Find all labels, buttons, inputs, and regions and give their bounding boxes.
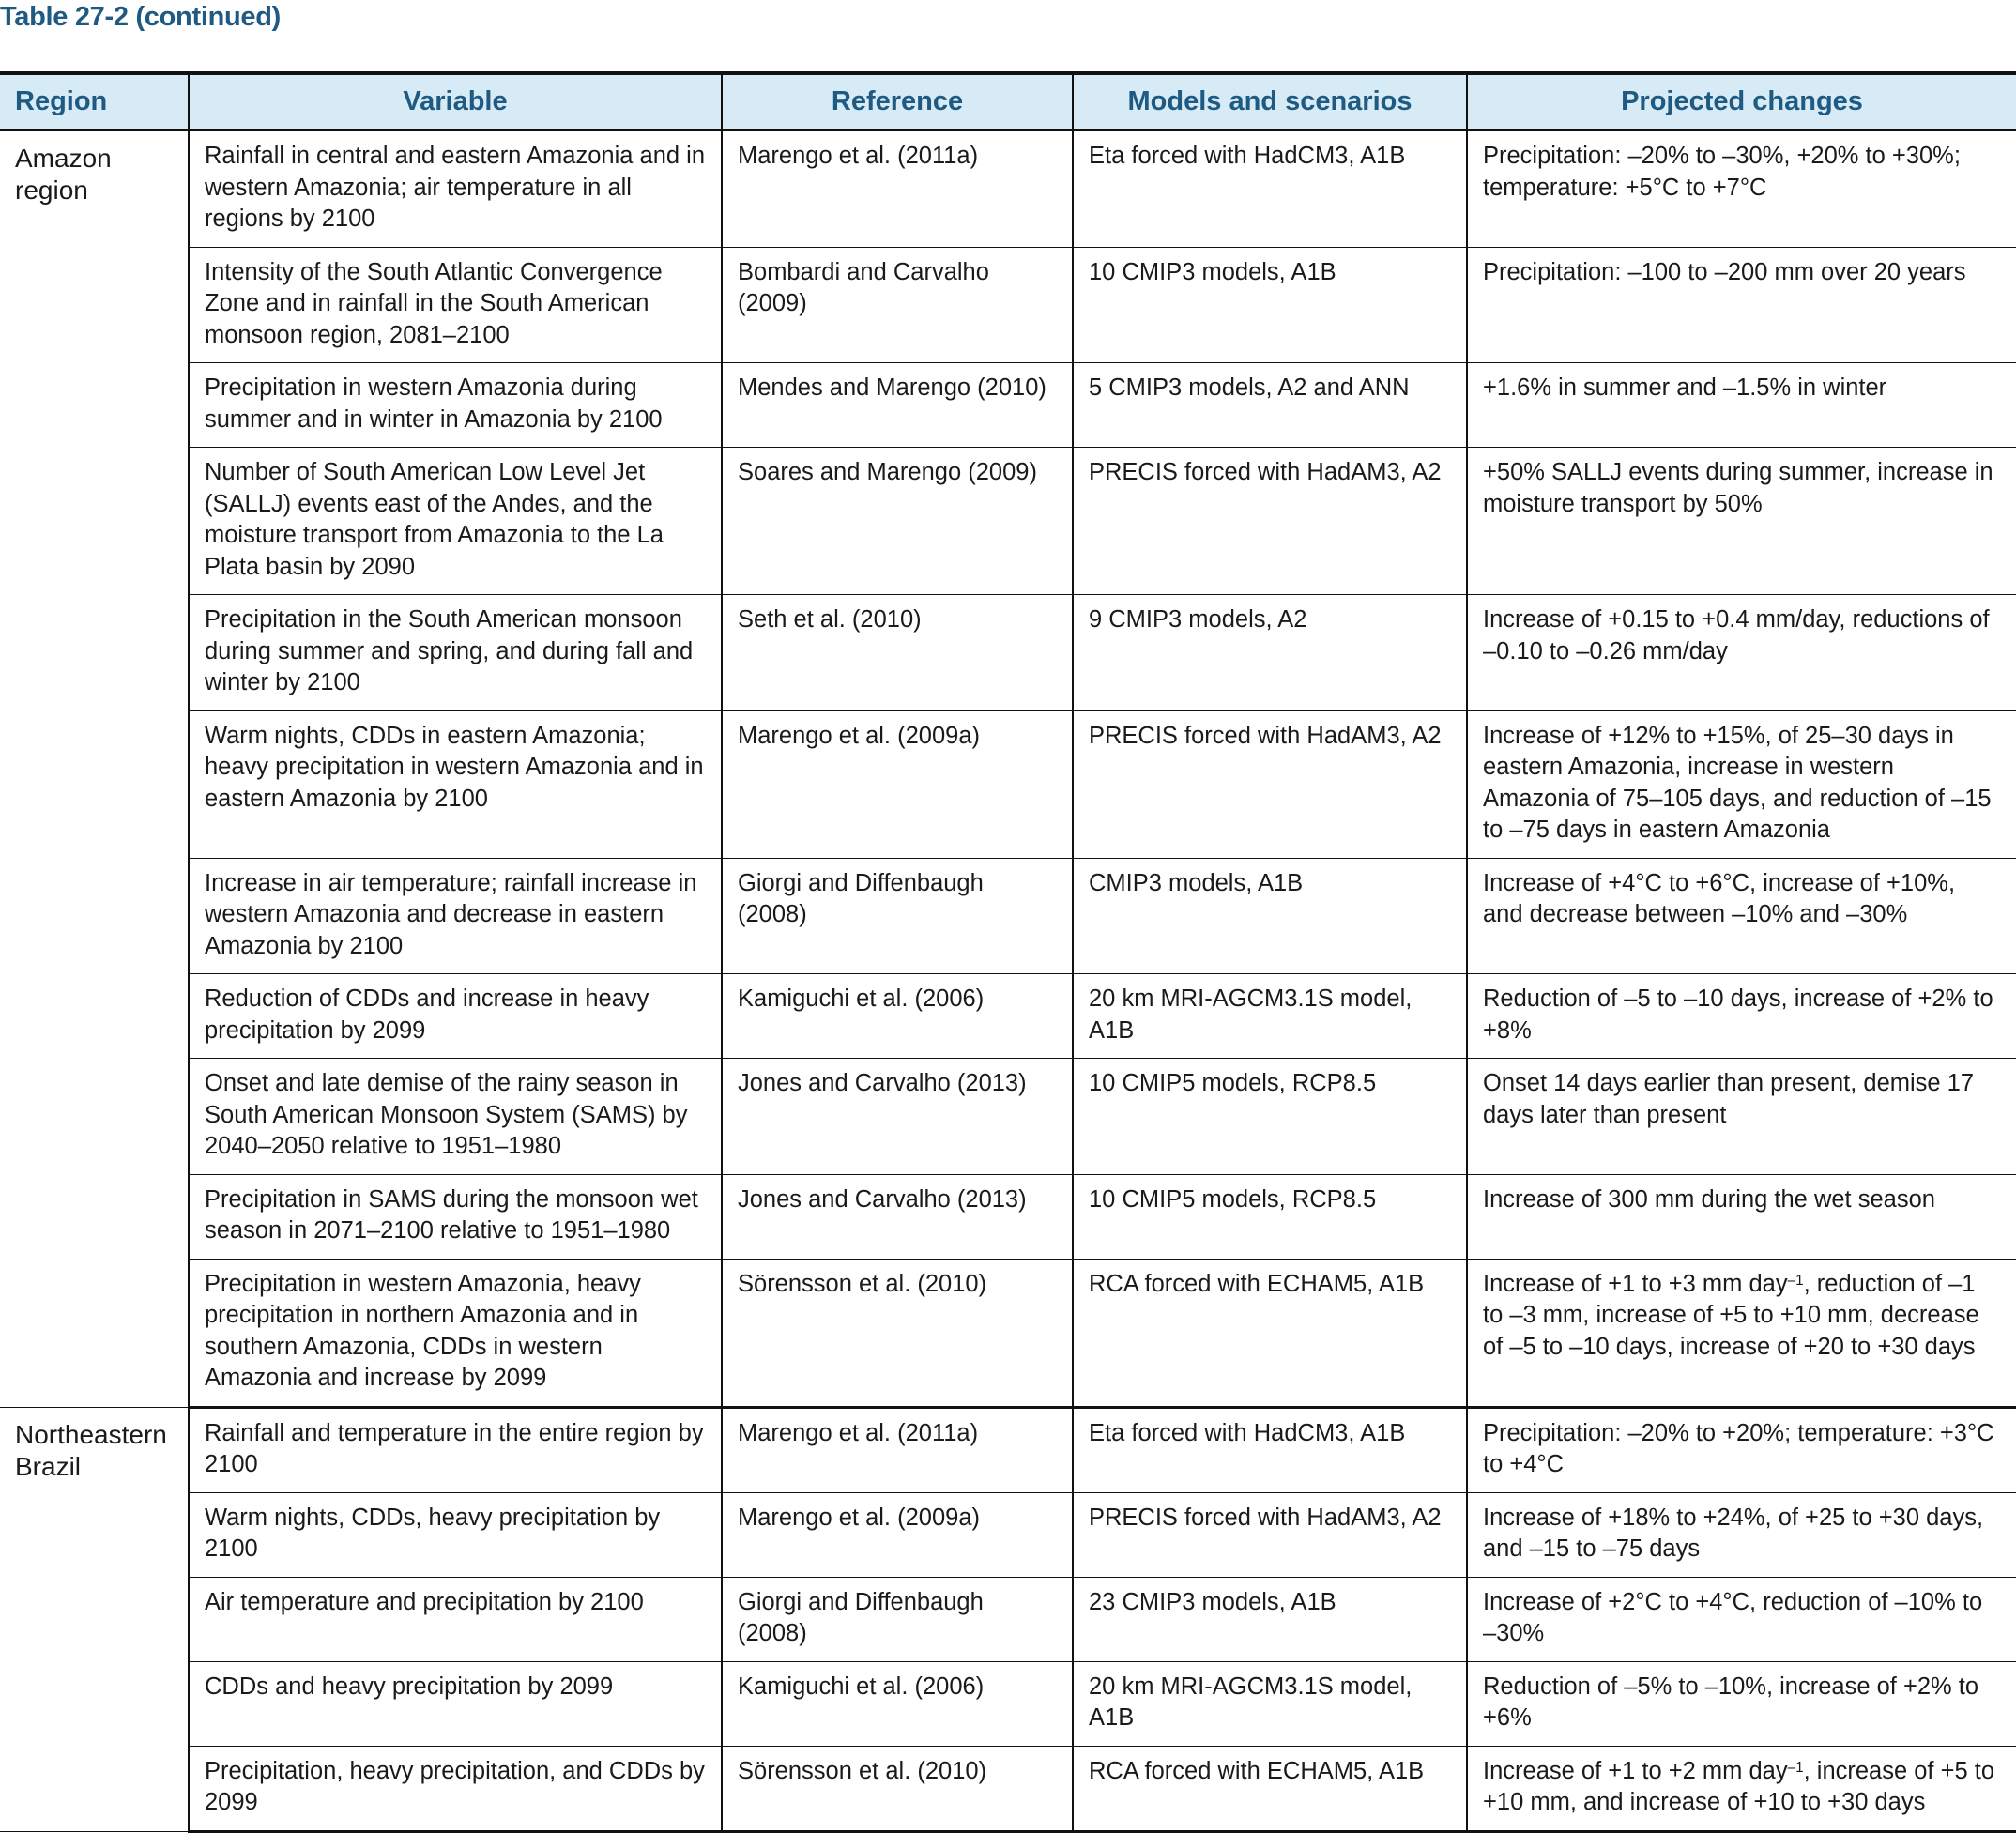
header-models: Models and scenarios [1073,73,1467,130]
variable-cell: Air temperature and precipitation by 2100 [189,1577,722,1661]
header-reference: Reference [722,73,1073,130]
reference-cell: Jones and Carvalho (2013) [722,1174,1073,1259]
table-row [0,1059,2016,1175]
table-row [0,448,2016,595]
models-cell: RCA forced with ECHAM5, A1B [1073,1259,1467,1407]
models-cell: PRECIS forced with HadAM3, A2 [1073,1492,1467,1577]
table-caption: Table 27-2 (continued) [0,2,282,32]
changes-cell: Increase of +0.15 to +0.4 mm/day, reductions of –0.10 to –0.26 mm/day [1467,595,2016,711]
variable-cell: CDDs and heavy precipitation by 2099 [189,1661,722,1746]
header-row [0,73,2016,130]
models-cell: 9 CMIP3 models, A2 [1073,595,1467,711]
variable-cell: Warm nights, CDDs, heavy precipitation by 2100 [189,1492,722,1577]
changes-text: Increase of +1 to +2 mm day [1483,1757,1788,1784]
changes-cell [1467,1746,2016,1831]
header-variable: Variable [189,73,722,130]
reference-cell: Marengo et al. (2009a) [722,710,1073,858]
changes-text: Increase of +1 to +3 mm day [1483,1270,1788,1297]
reference-cell: Bombardi and Carvalho (2009) [722,247,1073,363]
changes-cell [1467,1259,2016,1407]
table-row [0,1492,2016,1577]
changes-cell: +1.6% in summer and –1.5% in winter [1467,363,2016,448]
changes-cell: +50% SALLJ events during summer, increase in moisture transport by 50% [1467,448,2016,595]
table-row [0,1407,2016,1492]
variable-cell: Precipitation in western Amazonia, heavy precipitation in northern Amazonia and in southern Amazonia, CDDs in western Amazonia and increase by 2099 [189,1259,722,1407]
table-row [0,1577,2016,1661]
changes-cell: Onset 14 days earlier than present, demise 17 days later than present [1467,1059,2016,1175]
table-row [0,130,2016,248]
unit-exponent: –1 [1787,1759,1804,1776]
table-row [0,363,2016,448]
reference-cell: Kamiguchi et al. (2006) [722,974,1073,1059]
region-cell: Amazon region [0,130,189,1408]
models-cell: 10 CMIP3 models, A1B [1073,247,1467,363]
reference-cell: Marengo et al. (2011a) [722,1407,1073,1492]
models-cell: Eta forced with HadCM3, A1B [1073,1407,1467,1492]
reference-cell: Mendes and Marengo (2010) [722,363,1073,448]
models-cell: RCA forced with ECHAM5, A1B [1073,1746,1467,1831]
header-region: Region [0,73,189,130]
variable-cell: Rainfall in central and eastern Amazonia and in western Amazonia; air temperature in all regions by 2100 [189,130,722,248]
changes-text: , increase of +5 to +10 mm, and increase of +10 to +30 days [1483,1757,1995,1815]
variable-cell: Precipitation in western Amazonia during summer and in winter in Amazonia by 2100 [189,363,722,448]
changes-cell: Increase of +12% to +15%, of 25–30 days in eastern Amazonia, increase in western Amazonia of 75–105 days, and reduction of –15 to –75 days in eastern Amazonia [1467,710,2016,858]
changes-cell: Increase of 300 mm during the wet season [1467,1174,2016,1259]
models-cell: 20 km MRI-AGCM3.1S model, A1B [1073,1661,1467,1746]
table-row [0,247,2016,363]
header-changes: Projected changes [1467,73,2016,130]
reference-cell: Seth et al. (2010) [722,595,1073,711]
changes-cell: Increase of +2°C to +4°C, reduction of –10% to –30% [1467,1577,2016,1661]
models-cell: PRECIS forced with HadAM3, A2 [1073,710,1467,858]
table-row [0,858,2016,974]
reference-cell: Jones and Carvalho (2013) [722,1059,1073,1175]
table-row [0,974,2016,1059]
unit-exponent: –1 [1787,1272,1804,1289]
reference-cell: Kamiguchi et al. (2006) [722,1661,1073,1746]
region-cell: Northeastern Brazil [0,1407,189,1831]
table-row [0,595,2016,711]
models-cell: 10 CMIP5 models, RCP8.5 [1073,1059,1467,1175]
variable-cell: Reduction of CDDs and increase in heavy precipitation by 2099 [189,974,722,1059]
variable-cell: Number of South American Low Level Jet (SALLJ) events east of the Andes, and the moisture transport from Amazonia to the La Plata basin by 2090 [189,448,722,595]
models-cell: Eta forced with HadCM3, A1B [1073,130,1467,248]
table-body [0,130,2016,1832]
changes-cell: Increase of +4°C to +6°C, increase of +10%, and decrease between –10% and –30% [1467,858,2016,974]
models-cell: 10 CMIP5 models, RCP8.5 [1073,1174,1467,1259]
reference-cell: Marengo et al. (2009a) [722,1492,1073,1577]
reference-cell: Sörensson et al. (2010) [722,1746,1073,1831]
models-cell: 23 CMIP3 models, A1B [1073,1577,1467,1661]
reference-cell: Sörensson et al. (2010) [722,1259,1073,1407]
variable-cell: Rainfall and temperature in the entire region by 2100 [189,1407,722,1492]
models-cell: CMIP3 models, A1B [1073,858,1467,974]
variable-cell: Onset and late demise of the rainy season in South American Monsoon System (SAMS) by 2040–2050 relative to 1951–1980 [189,1059,722,1175]
table-row [0,710,2016,858]
models-cell: PRECIS forced with HadAM3, A2 [1073,448,1467,595]
reference-cell: Giorgi and Diffenbaugh (2008) [722,858,1073,974]
table-row [0,1661,2016,1746]
variable-cell: Precipitation, heavy precipitation, and CDDs by 2099 [189,1746,722,1831]
table-row [0,1746,2016,1831]
changes-cell: Increase of +18% to +24%, of +25 to +30 days, and –15 to –75 days [1467,1492,2016,1577]
reference-cell: Marengo et al. (2011a) [722,130,1073,248]
variable-cell: Increase in air temperature; rainfall increase in western Amazonia and decrease in eastern Amazonia by 2100 [189,858,722,974]
changes-text: , reduction of –1 to –3 mm, increase of +5 to +10 mm, decrease of –5 to –10 days, increase of +20 to +30 days [1483,1270,1979,1360]
variable-cell: Precipitation in SAMS during the monsoon wet season in 2071–2100 relative to 1951–1980 [189,1174,722,1259]
changes-cell: Reduction of –5% to –10%, increase of +2% to +6% [1467,1661,2016,1746]
changes-cell: Precipitation: –20% to –30%, +20% to +30%; temperature: +5°C to +7°C [1467,130,2016,248]
reference-cell: Soares and Marengo (2009) [722,448,1073,595]
projections-table [0,71,2016,1833]
changes-cell: Precipitation: –100 to –200 mm over 20 years [1467,247,2016,363]
models-cell: 5 CMIP3 models, A2 and ANN [1073,363,1467,448]
changes-cell: Reduction of –5 to –10 days, increase of +2% to +8% [1467,974,2016,1059]
changes-cell: Precipitation: –20% to +20%; temperature: +3°C to +4°C [1467,1407,2016,1492]
variable-cell: Precipitation in the South American monsoon during summer and spring, and during fall and winter by 2100 [189,595,722,711]
table-row [0,1174,2016,1259]
variable-cell: Warm nights, CDDs in eastern Amazonia; heavy precipitation in western Amazonia and in eastern Amazonia by 2100 [189,710,722,858]
variable-cell: Intensity of the South Atlantic Convergence Zone and in rainfall in the South American monsoon region, 2081–2100 [189,247,722,363]
reference-cell: Giorgi and Diffenbaugh (2008) [722,1577,1073,1661]
table-row [0,1259,2016,1407]
models-cell: 20 km MRI-AGCM3.1S model, A1B [1073,974,1467,1059]
